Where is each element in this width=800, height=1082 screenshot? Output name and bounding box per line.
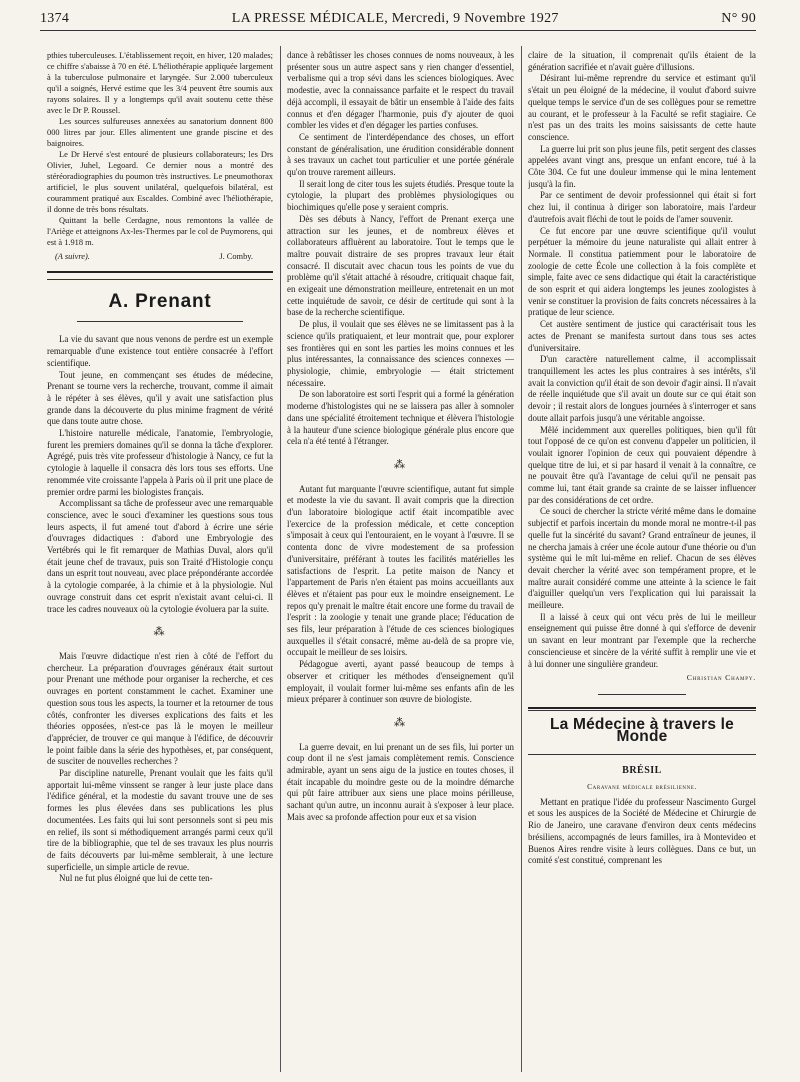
title-rule [77, 321, 243, 322]
paragraph: Accomplissant sa tâche de professeur avec une remarquable conscience, avec le souci d'examiner les questions sous tous leurs aspects, il fut amené tout d'abord à écrire une série d'ouvrages didactiques : d'abord une Embryologie des Vertébrés qui le fit remarquer de Mathias Duval, alors qu'il était jeune chef de travaux, puis son Traité d'Histologie conçu dans un esprit tout nouveau, avec place prépondérante accordée à la cytologie comparée, à la chimie et à la physiologie. Nul ouvrage construit dans cet esprit n'existait avant celui-ci. Il trace les cadres nouveaux où la cytologie évoluera par la suite. [47, 498, 273, 614]
column-divider [521, 46, 522, 1072]
article-end [47, 251, 273, 263]
subheading: Caravane médicale brésilienne. [587, 782, 697, 792]
paragraph: La guerre devait, en lui prenant un de ses fils, lui porter un coup dont il ne s'est jamais complètement remis. Conscience admirable, ayant un sens aigu de la justice en toutes choses, il était incapable du moindre geste ou de la moindre démarche qui pût faire attribuer aux siens une place moins périlleuse, sachant qu'un autre, un inconnu aurait à s'exposer à leur place. Mais avec sa profonde affection pour eux et sa vision [287, 741, 514, 822]
paragraph: Il a laissé à ceux qui ont vécu près de lui le meilleur enseignement qui puisse être donné à qui s'efforce de devenir un savant en leur montrant par l'exemple que la recherche consciencieuse et sincère de la vérité suffit à remplir une vie et à lui donner une singulière grandeur. [528, 611, 756, 669]
author-signature: J. Comby. [219, 252, 253, 261]
paragraph: Mettant en pratique l'idée du professeur Nascimento Gurgel et sous les auspices de la Société de Médecine et Chirurgie de Rio de Janeiro, une caravane d'environ deux cents médecins brésiliens, accompagnés de leurs familles, ira à Montevideo et Buenos Aires rendre visite à leurs collègues. Dans ce but, un comité s'est constitué, comprenant les [528, 796, 756, 866]
article-title: A. Prenant [108, 290, 212, 312]
paragraph: Les sources sulfureuses annexées au sanatorium donnent 800 000 litres par jour. Elles alimentent une grande piscine et des baignoires. [47, 117, 273, 148]
paragraph: Tout jeune, en commençant ses études de médecine, Prenant se tourne vers la recherche, trouvant, comme il aimait à le répéter à ses élèves, qu'il y avait une satisfaction plus grande dans la découverte du plus minime fragment de vérité que dans toute autre chose. [47, 369, 273, 427]
section-break-asterism: ⁂ [394, 716, 407, 729]
column-2 [287, 50, 514, 1072]
paragraph: Quittant la belle Cerdagne, nous remontons la vallée de l'Ariège et atteignons Ax-les-Thermes par le col de Puymorens, qui est à 1.918 m. [47, 216, 273, 247]
section-rule [47, 279, 273, 280]
paragraph: De plus, il voulait que ses élèves ne se limitassent pas à la science qu'ils pratiquaient, et leur montrait que, pour explorer ses frontières qui en sont les parties les moins connues et les plus intéressantes, la connaissance des sciences connexes — physiologie, chimie, embryologie — était strictement nécessaire. [287, 319, 514, 388]
paragraph: pthies tuberculeuses. L'établissement reçoit, en hiver, 120 malades; ce chiffre s'abaisse à 70 en été. L'héliothérapie appliquée largement à la tuberculose pulmonaire et laryngée. Sur 2.000 tuberculeux qu'il a soignés, Hervé estime que les 3/4 peuvent être soumis aux rayons solaires. Il y a longtemps qu'il avait soutenu cette thèse avec le Dr P. Roussel. [47, 51, 273, 115]
journal-title: LA PRESSE MÉDICALE, Mercredi, 9 Novembre 1927 [231, 11, 559, 26]
paragraph: claire de la situation, il comprenait qu'ils étaient de la génération sacrifiée et n'avait guère d'illusions. [528, 50, 756, 72]
paragraph: Mêlé incidemment aux querelles politiques, bien qu'il fût tout l'opposé de ce qu'on est convenu d'appeler un politicien, il voulait ignorer l'opinion de ceux qui pouvaient dépendre à quelque titre de lui, et si par hasard il venait à la connaître, ce ne pouvait être qu'à l'avantage de celui qu'il ne pensait pas comme lui, tant était grande sa crainte de se laisser influencer par des considérations de cet ordre. [528, 424, 756, 505]
column-divider [280, 46, 281, 1072]
paragraph: Nul ne fut plus éloigné que lui de cette ten- [59, 873, 213, 884]
paragraph: Autant fut marquante l'œuvre scientifique, autant fut simple et modeste la vie du savant. Il avait compris que la direction d'un laboratoire biologique actif était incompatible avec l'exercice de la profession médicale, et cette conception s'imposait à ceux qui l'entouraient, en le voyant à l'œuvre. Il se contenta donc de vivre modestement de sa profession d'universitaire, préférant à toutes les facilités matérielles les satisfactions de l'esprit. La petite maison de Nancy et l'appartement de Paris n'en étaient pas moins accueillants aux élèves et n'étaient pas pour eux le moindre enseignement. Le repos qu'y prenait le maître était encore une forme du travail de l'esprit : la zoologie y tenait une grande place; l'éducation de ses fils, leur préparation à l'étude de ces sciences biologiques auxquelles il s'était consacré, même au-delà de sa propre vie, occupait le meilleur de ses loisirs. [287, 483, 514, 658]
paragraph: Ce sentiment de l'interdépendance des choses, un effort constant de généralisation, une érudition considérable donnent à ses travaux un cachet tout particulier et une portée générale qu'on trouve rarement ailleurs. [287, 131, 514, 178]
paragraph: La vie du savant que nous venons de perdre est un exemple remarquable d'une existence tout entière consacrée à l'effort scientifique. [47, 334, 273, 368]
paragraph: Désirant lui-même reprendre du service et estimant qu'il s'était un peu éloigné de la médecine, il voulut d'abord suivre quelque temps le service d'un de ses collègues pour se remettre au courant, et le professeur à la Faculté se refit stagiaire. Ce n'est pas un des traits les moins saisissants de cette haute conscience. [528, 73, 756, 142]
column-3 [528, 50, 756, 1072]
paragraph: La guerre lui prit son plus jeune fils, petit sergent des classes appelées avant vingt ans, presque un enfant encore, tué à la Côte 304. Ce fut une douleur immense qui le mina lentement jusqu'à la fin. [528, 143, 756, 189]
page-header [40, 8, 756, 31]
column-1 [47, 50, 273, 1072]
paragraph: Pédagogue averti, ayant passé beaucoup de temps à observer et critiquer les méthodes d'enseignement qu'il employait, il voulait former lui-même ses enfants afin de les mieux préparer à continuer son œuvre de biologiste. [287, 659, 514, 705]
section-rule [528, 710, 756, 711]
section-rule [47, 271, 273, 273]
section-rule [598, 694, 686, 695]
country-heading: BRÉSIL [622, 765, 662, 777]
section-title: La Médecine à travers le Monde [549, 715, 734, 745]
paragraph: Par discipline naturelle, Prenant voulait que les faits qu'il apportait lui-même vinssent se ranger à leur juste place dans l'édifice général, et la modestie du savant trouve une de ses formes les plus élevées dans ses publications les plus documentées. Les faits qui lui sont personnels sont si peu mis en relief, ils sont si méthodiquement arrangés parmi ceux qu'il tire de la bibliographie, que tel de ses travaux les plus nourris de faits découverts par lui-même semblerait, à une lecture superficielle, un simple article de revue. [47, 768, 273, 872]
author-signature: Christian Champy. [686, 673, 756, 683]
paragraph: D'un caractère naturellement calme, il accomplissait tranquillement les actes les plus contraires à ses intérêts, s'il avait la conviction qu'il était de son devoir d'agir ainsi. Il n'avait de réelle inquiétude que s'il avait un doute sur ce qui était son devoir ; il restait alors de longues journées à s'interroger et sans doute allait parfois jusqu'à une véritable angoisse. [528, 354, 756, 423]
issue-number: N° 90 [721, 11, 756, 26]
paragraph: Le Dr Hervé s'est entouré de plusieurs collaborateurs; les Drs Olivier, Juhel, Legoard. Ce dernier nous a montré des stéréoradiographies du poumon très instructives. Le pneumothorax artificiel, le plus souvent unilatéral, quelquefois bilatéral, est couramment pratiqué aux Escaldes. Combiné avec l'héliothérapie, il donne de très bons résultats. [47, 150, 273, 214]
page-number: 1374 [40, 11, 70, 26]
paragraph: Cet austère sentiment de justice qui caractérisait tous les actes de Prenant se manifesta surtout dans tous ses actes d'universitaire. [528, 319, 756, 353]
paragraph: De son laboratoire est sorti l'esprit qui a formé la génération moderne d'histologistes qui ne se laissera pas aller à somnoler dans une spécialité étroitement technique et élèvera l'histologie à la hauteur d'une science biologique générale plus encore que cela n'a été tenté à l'étranger. [287, 389, 514, 447]
paragraph: Il serait long de citer tous les sujets étudiés. Presque toute la cytologie, la plupart des problèmes physiologiques ou biochimiques qu'elle pose y seraient compris. [287, 178, 514, 213]
paragraph: Ce souci de chercher la stricte vérité même dans le domaine subjectif et parfois incertain du monde moral ne montre-t-il pas quelle fut la sincérité du savant? Grand entraîneur de jeunes, il ne chercha jamais à créer une école autour d'une théorie ou d'un système qui le mît lui-même en relief. Chacun de ses élèves devait chercher la vérité avec son tempérament propre, et le maître aurait considéré comme une atteinte à la science le fait d'aiguiller quelqu'un vers l'explication qui lui paraissait la meilleure. [528, 506, 756, 611]
section-rule [528, 754, 756, 755]
paragraph: Par ce sentiment de devoir professionnel qui était si fort chez lui, il continua à diriger son laboratoire, mais l'ardeur d'autrefois avait fléchi de tout le poids de l'amer souvenir. [528, 190, 756, 224]
paragraph: dance à rebâtisser les choses connues de noms nouveaux, à les présenter sous un autre aspect sans y rien changer d'essentiel, verbalisme qui a trop sévi dans les sciences biologiques. Avec modestie, avec la connaissance parfaite et le respect du travail déjà accompli, il essayait de bâtir un ensemble à l'aide des faits connus et d'en dégager l'harmonie, puis d'y ajouter de quoi combler les vides et d'en dégager les parties confuses. [287, 50, 514, 131]
section-rule [528, 707, 756, 709]
section-break-asterism: ⁂ [394, 458, 407, 471]
paragraph: Ce fut encore par une œuvre scientifique qu'il voulut perpétuer la mémoire du jeune naturaliste qui allait entrer à Normale. Il constitua patiemment pour le laboratoire de zoologie de cette École une collection à la fois complète et simple, faite avec ce sens didactique qui était la caractéristique de son esprit et qui aidera longtemps les jeunes zoologistes à venir se constituer la provision de faits concrets nécessaires à la pratique de leur science. [528, 225, 756, 318]
section-break-asterism: ⁂ [153, 626, 167, 639]
paragraph: Dès ses débuts à Nancy, l'effort de Prenant exerça une attraction sur les jeunes, et de nombreux élèves et collaborateurs affluèrent au laboratoire. Tout le temps que le maître pouvait distraire de ses propres travaux leur était consacré. Il discutait avec chacun tous les points de vue du problème qu'il s'était attaché à résoudre, critiquait chaque fait, en exigeait une démonstration meilleure, entretenait en un mot cette inquiétude de savoir, ce désir de certitude qui sont à la base de la recherche scientifique. [287, 213, 514, 318]
paragraph: L'histoire naturelle médicale, l'anatomie, l'embryologie, furent les premiers domaines qu'il se donna la tâche d'explorer. Agrégé, puis très vite professeur d'histologie à Nancy, ce fut la cytologie à laquelle il consacra dès lors tous ses efforts. Une renommée vite croissante l'appela à Paris où il prit une place de premier ordre parmi les biologistes français. [47, 428, 273, 497]
to-follow-note: (A suivre). [55, 252, 90, 261]
paragraph: Mais l'œuvre didactique n'est rien à côté de l'effort du chercheur. La préparation d'ouvrages généraux était surtout pour Prenant une méthode pour organiser la recherche, et ces ouvrages en portent constamment le cachet. Examiner une question sous tous les aspects, la tourner et la retourner de tous côtés, confronter les diverses explications des faits et les théories opposées, n'est-ce pas là le moyen le meilleur d'apprécier, de trouver ce qui manque à l'édifice, de découvrir le point faible dans la série des hypothèses, et, par conséquent, de susciter de nouvelles recherches ? [47, 650, 273, 767]
